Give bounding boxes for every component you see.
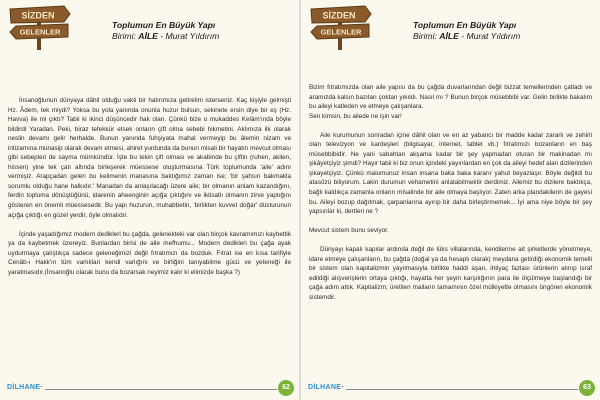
article-header [413,20,598,42]
paragraph: Mevcut sistem bunu seviyor. [309,227,389,235]
page-footer [301,378,600,400]
footer-divider [343,389,578,390]
right-page [301,0,600,400]
paragraph: İçinde yaşadığımız modern dedikleri bu çağda, gelenekteki var olan birçok kavramımızı kaybettik ya da kaybetmek üzereyiz. Bunlardan birisi de aile mefhumu... Modern dedikleri bu çağa ayak uydurmaya çalıştıkça sadece geleneğimizi değil fıtratımızı da bozduk. Fıtrat ise en kısa tarifiyle Cenâb-ı Hakk'ın tüm varlıkları kendi varlığını ve birliğini tanıyabilme gücü ve yeteneği ile yaratmasıdır.(İnsanoğlu olarak bunu da bozarsak neyimiz kalır ki elimizde başka ?) [8,230,291,276]
article-title: Toplumun En Büyük Yapı [112,20,216,30]
logo-line2: GELENLER [19,27,61,37]
paragraph: Sen kimsin, bu ailede ne işin var! [309,112,402,120]
series-prefix: Birimi: [112,31,139,41]
brand-dot: · [40,384,43,391]
brand-dot: · [341,384,344,391]
article-body [309,83,592,302]
logo-line1: SİZDEN [322,10,356,21]
logo-line2: GELENLER [320,27,362,37]
footer-divider [42,389,277,390]
series-name: AİLE [439,31,459,41]
footer-brand [7,384,45,391]
series-name: AİLE [138,31,158,41]
paragraph: Bizim fıtratımızda olan aile yapısı da bu çağda duvarlarından değil bizzat temellerinden çatladı ve aramızda kalsın bazıları çoktan yıkıldı. Nasıl mı ? Bunun birçok müsebbibi var. Gelin birlikte bakalım bu aileyi katleden ve etmeye çalışanlara. [309,84,592,111]
page-number: 63 [579,380,595,396]
logo-line1: SİZDEN [21,10,55,21]
article-author: - Murat Yıldırım [157,31,220,41]
brand-main: DİLHANE [7,384,41,391]
sizden-gelenler-signpost-logo [8,4,72,50]
article-series [413,31,598,42]
article-title: Toplumun En Büyük Yapı [413,20,517,30]
brand-main: DİLHANE [308,384,342,391]
footer-brand [308,384,346,391]
paragraph: İnsanoğlunun dünyaya dâhil olduğu vakti bir hatırımıza getirelim isterseniz. Kaç kişiyle gelmişti Hz. Âdem, tek miydi? Yoksa bu yola yanında onunla huzur bulsun, sekinete ersin diye bir eş (Hz. Havva) ile mi çıktı? Tabii ki ikinci düşüncedir hak olan. Çünkü bize o mukaddes Kelâm'ında böyle bildirdi Yaradan. Peki, biraz tefekkür etsek onların çift olma sebebi hikmetini. Aklımıza ilk olarak neslin devamı gelir herhalde. Bunun yanında fuhşiyata mahal vermeyip bu âlemin nizam ve intizamına münasip olarak devam etmesi, ahiret yurdunda da bunun misali bir hayatın mevcut olması gibi sebepleri de sayma mümkündür. İşte bu tekin çift olması ve akabinde bu çiftin (ruhen, akilen, hissen) yine tek çatı altında birleşerek müessese oluşturmasına Türk toplumunda 'aile' adını vermişiz. Arapçadan gelen bu kelimenin manasına baktığımız zaman ise; 'bir şahsın bakmakla sorumlu olduğu hane halkıdır.' Manadan da anlaşılacağı üzere aile; bir olmanın anlam kazandığını, ferdin topluma dönüştüğünü, idarenin aheenginin açığa çıktığını ve iktisatlı olmanın zirve yaptığını gösteren en önemli müessesedir. Bu yapı huzurun, muhabbetin, 'birlikten kuvvet doğar' düsturunun açığa çıktığı en güzel yerdir, öyle olmalıdır. [8,97,291,219]
left-page [0,0,299,400]
paragraph: Dünyayı kapalı kapılar ardında değil de lüks villalarında, kendilerine ait şirketlerde yönetmeye, idare etmeye çalışanların, bu çağda (doğal ya da hesaplı olarak) meydana getirdiği ekonomik temelli bir sistem olan kapitalizmin yayılmasıyla birlikte haddi aşan, ihtiyaç fazlası ürünlerin alınıp israf edildiği alışverişlerin ortaya çıktığı, hayatta her şeyin karşılığının para ile ölçülmeye başlandığı bir çağa adım attık. Kapitalizm; üretilen malların tamamının özel mülkiyette olmasını öngören ekonomik sistemdir. [309,246,592,301]
sizden-gelenler-signpost-logo [309,4,373,50]
article-header [112,20,297,42]
article-series [112,31,297,42]
series-prefix: Birimi: [413,31,440,41]
page-number: 62 [278,380,294,396]
article-author: - Murat Yıldırım [458,31,521,41]
page-footer [0,378,299,400]
paragraph: Aile kurumunun sonradan içine dâhil olan ve en az yabancı bir madde kadar zararlı ve zehirli olan televizyon ve kardeşleri (bilgisayar, internet, tablet vb.) fıtratımızı bozanların en baş müsebbibidir. Ne yani sabahtan akşama kadar bir şey yapmadan oturan bir makinadan mı şikâyetçiyiz şimdi? Hayır tabii ki biz onun içindeki yayınlardan en çok da aileyi hedef alan dizilerinden şikayetçiyiz. Çünkü malumunuz insan insana baka baka kararır yahut beyazlaşır. Böyle değildi bu atasözü biliyorum. Lakin durumun vehametini anlatabilmektir derdimiz. Ailemiz bu dizilere baktıkça, bağlı kaldıkça zamanla onların misalinde bir aile olmaya başlıyor. Zaten arka plandakilerin de gayesi bu. Aileyi bozup dağıtmak, çarpanlarına ayırıp bir daha birleştirmemek... İyi ama niye böyle bir şey yapsınlar ki, dertleri ne ? [309,131,592,216]
article-body [8,96,291,277]
